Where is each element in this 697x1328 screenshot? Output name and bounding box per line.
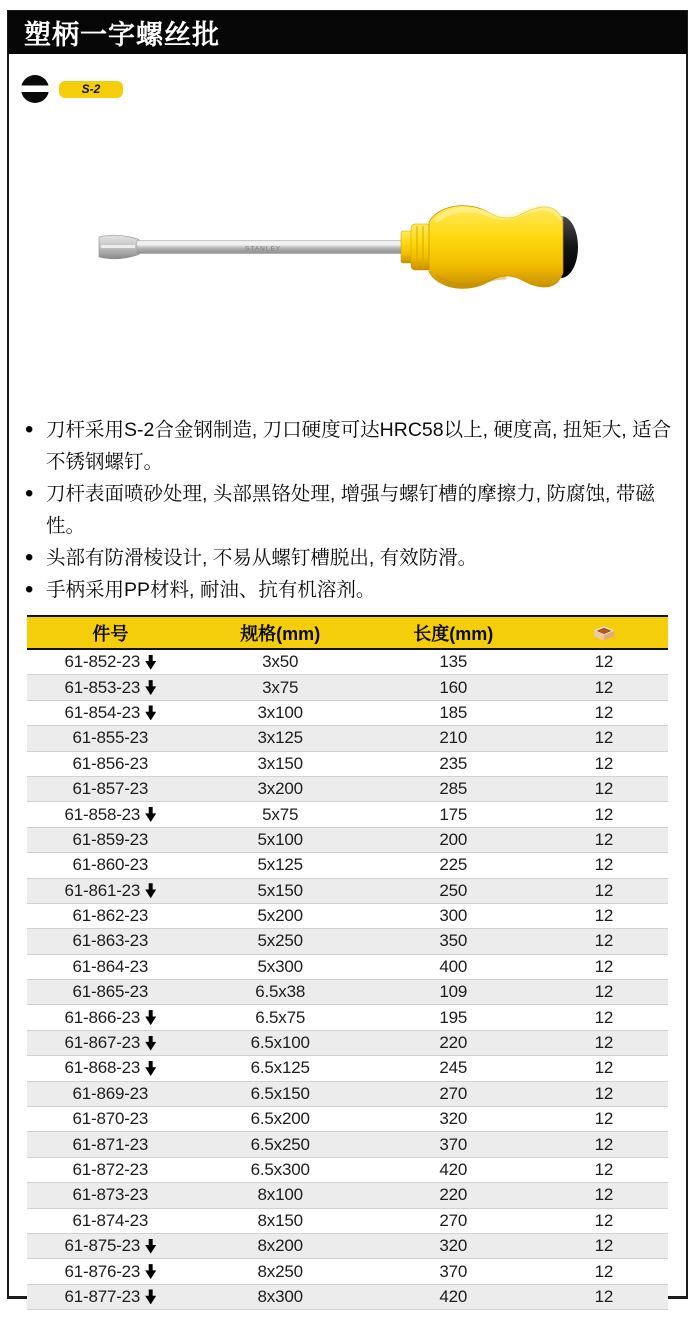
length-cell: 195 (439, 1007, 468, 1027)
down-arrow-icon (145, 705, 156, 720)
pack-qty-cell: 12 (594, 1083, 614, 1103)
table-row (27, 1285, 668, 1310)
part-number-cell: 61-872-23 (72, 1160, 149, 1179)
length-cell: 109 (439, 982, 468, 1002)
spec-cell: 5x250 (257, 931, 303, 951)
length-cell: 220 (439, 1185, 468, 1205)
length-cell: 350 (439, 931, 468, 951)
down-arrow-icon (145, 1010, 156, 1025)
spec-cell: 6.5x100 (250, 1033, 310, 1053)
table-row (27, 828, 668, 853)
length-cell: 420 (439, 1160, 468, 1179)
pack-qty-cell: 12 (594, 1134, 614, 1154)
length-cell: 420 (439, 1286, 468, 1306)
product-sheet (7, 10, 688, 1306)
down-arrow-icon (145, 1264, 156, 1279)
length-cell: 320 (439, 1236, 468, 1256)
spec-cell: 3x75 (262, 677, 299, 697)
part-number-cell: 61-857-23 (72, 779, 149, 799)
part-number-cell: 61-855-23 (72, 728, 149, 748)
length-cell: 175 (439, 804, 468, 824)
part-number-cell: 61-860-23 (72, 855, 149, 875)
pack-qty-cell: 12 (594, 956, 614, 976)
down-arrow-icon (145, 883, 156, 898)
pack-qty-cell: 12 (594, 1007, 614, 1027)
down-arrow-icon (145, 655, 156, 670)
table-row (27, 1082, 668, 1107)
page-title: 塑柄一字螺丝批 (24, 20, 220, 50)
table-row (27, 1031, 668, 1056)
part-number-cell: 61-853-23 (27, 678, 194, 698)
table-row (27, 929, 668, 954)
spec-cell: 5x300 (257, 956, 303, 976)
spec-cell: 8x300 (257, 1286, 303, 1306)
pack-qty-cell: 12 (594, 728, 614, 748)
spec-cell: 3x100 (257, 702, 303, 722)
length-cell: 245 (439, 1058, 468, 1078)
length-cell: 235 (439, 753, 468, 773)
steel-grade-badge: S-2 (59, 81, 123, 98)
pack-qty-cell: 12 (594, 1261, 614, 1281)
down-arrow-icon (145, 1036, 156, 1051)
length-cell: 160 (439, 677, 468, 697)
pack-qty-cell: 12 (594, 906, 614, 926)
pack-qty-cell: 12 (594, 829, 614, 849)
feature-list (25, 414, 672, 606)
down-arrow-icon (145, 1239, 156, 1254)
down-arrow-icon (145, 1289, 156, 1304)
length-cell: 370 (439, 1134, 468, 1154)
feature-bullet-item: • 头部有防滑棱设计, 不易从螺钉槽脱出, 有效防滑。 (25, 542, 672, 574)
part-number-cell: 61-863-23 (72, 931, 149, 951)
spec-cell: 6.5x75 (255, 1007, 306, 1027)
table-row (27, 853, 668, 878)
part-number-cell: 61-869-23 (72, 1083, 149, 1103)
pack-qty-cell: 12 (594, 677, 614, 697)
pack-qty-cell: 12 (594, 880, 614, 900)
pack-qty-cell: 12 (594, 1109, 614, 1129)
feature-bullet-item: • 刀杆采用S-2合金钢制造, 刀口硬度可达HRC58以上, 硬度高, 扭矩大, 适合不锈钢螺钉。 (25, 414, 672, 478)
table-row (27, 752, 668, 777)
pack-qty-cell: 12 (594, 1033, 614, 1053)
length-cell: 270 (439, 1083, 468, 1103)
spec-cell: 5x125 (257, 855, 303, 875)
pack-qty-cell: 12 (594, 1286, 614, 1306)
down-arrow-icon (145, 807, 156, 822)
part-number-cell: 61-859-23 (72, 829, 149, 849)
table-row (27, 1005, 668, 1030)
spec-header: 规格(mm) (240, 623, 321, 644)
part-number-cell: 61-858-23 (27, 805, 194, 825)
table-row (27, 904, 668, 929)
table-row (27, 1234, 668, 1259)
length-cell: 220 (439, 1033, 468, 1053)
pack-qty-cell: 12 (594, 779, 614, 799)
down-arrow-icon (145, 1061, 156, 1076)
pack-qty-cell: 12 (594, 1058, 614, 1078)
pack-qty-cell: 12 (594, 931, 614, 951)
spec-cell: 3x150 (257, 753, 303, 773)
pack-qty-cell: 12 (594, 1160, 614, 1179)
spec-cell: 6.5x250 (250, 1134, 310, 1154)
table-row (27, 955, 668, 980)
table-row (27, 1158, 668, 1183)
pack-qty-cell: 12 (594, 1185, 614, 1205)
pack-qty-cell: 12 (594, 804, 614, 824)
spec-cell: 5x150 (257, 880, 303, 900)
tip-type-row (20, 74, 686, 104)
part-number-cell: 61-864-23 (72, 956, 149, 976)
part-number-cell: 61-861-23 (27, 881, 194, 901)
pack-qty-cell: 12 (594, 982, 614, 1002)
table-row (27, 777, 668, 802)
length-cell: 285 (439, 779, 468, 799)
part-number-cell: 61-871-23 (72, 1134, 149, 1154)
spec-cell: 5x100 (257, 829, 303, 849)
length-cell: 250 (439, 880, 468, 900)
spec-cell: 8x100 (257, 1185, 303, 1205)
spec-cell: 8x200 (257, 1236, 303, 1256)
spec-cell: 6.5x150 (250, 1083, 310, 1103)
table-row (27, 1183, 668, 1208)
table-row (27, 726, 668, 751)
spec-cell: 3x125 (257, 728, 303, 748)
down-arrow-icon (145, 680, 156, 695)
page-header (8, 11, 687, 54)
length-cell: 210 (439, 728, 468, 748)
part-number-cell: 61-873-23 (72, 1185, 149, 1205)
pack-qty-cell: 12 (594, 1210, 614, 1230)
table-row (27, 1056, 668, 1081)
part-number-cell: 61-875-23 (27, 1236, 194, 1256)
table-row (27, 879, 668, 904)
part-number-cell: 61-877-23 (27, 1287, 194, 1307)
part-number-cell: 61-866-23 (27, 1008, 194, 1028)
length-cell: 300 (439, 906, 468, 926)
length-cell: 135 (439, 652, 468, 672)
part-number-cell: 61-856-23 (72, 753, 149, 773)
spec-cell: 6.5x125 (250, 1058, 310, 1078)
spec-cell: 6.5x300 (250, 1160, 310, 1179)
spec-cell: 8x250 (257, 1261, 303, 1281)
spec-cell: 8x150 (257, 1210, 303, 1230)
part-number-cell: 61-862-23 (72, 906, 149, 926)
pack-qty-cell: 12 (594, 753, 614, 773)
length-header: 长度(mm) (413, 623, 494, 644)
part-number-cell: 61-865-23 (72, 982, 149, 1002)
length-cell: 200 (439, 829, 468, 849)
part-number-cell: 61-854-23 (27, 703, 194, 723)
spec-cell: 3x200 (257, 779, 303, 799)
feature-bullet-item: • 刀杆表面喷砂处理, 头部黑铬处理, 增强与螺钉槽的摩擦力, 防腐蚀, 带磁性。 (25, 478, 672, 542)
carton-box-icon (592, 623, 616, 642)
spec-table-body (27, 650, 668, 1310)
table-row (27, 675, 668, 700)
part-number-cell: 61-876-23 (27, 1262, 194, 1282)
shaft-brand-text: STANLEY (245, 245, 282, 253)
part-number-cell: 61-868-23 (27, 1058, 194, 1078)
table-row (27, 980, 668, 1005)
table-row (27, 1132, 668, 1157)
product-photo (95, 196, 686, 300)
part-number-cell: 61-852-23 (27, 652, 194, 672)
length-cell: 185 (439, 702, 468, 722)
pack-qty-cell: 12 (594, 1236, 614, 1256)
feature-bullet-item: • 手柄采用PP材料, 耐油、抗有机溶剂。 (25, 574, 672, 606)
spec-table-header (27, 617, 668, 650)
spec-cell: 5x75 (262, 804, 299, 824)
length-cell: 320 (439, 1109, 468, 1129)
table-row (27, 1259, 668, 1284)
part-number-cell: 61-867-23 (27, 1033, 194, 1053)
length-cell: 270 (439, 1210, 468, 1230)
table-row (27, 802, 668, 827)
pack-qty-cell: 12 (594, 702, 614, 722)
spec-table (27, 615, 668, 1310)
pack-qty-cell: 12 (594, 652, 614, 672)
table-row (27, 701, 668, 726)
spec-cell: 3x50 (262, 652, 299, 672)
screwdriver-image (95, 196, 580, 300)
spec-cell: 6.5x38 (255, 982, 306, 1002)
table-row (27, 1107, 668, 1132)
part-number-cell: 61-870-23 (72, 1109, 149, 1129)
part-number-cell: 61-874-23 (72, 1210, 149, 1230)
slotted-tip-icon (20, 74, 50, 104)
length-cell: 370 (439, 1261, 468, 1281)
part-number-header: 件号 (92, 623, 129, 644)
pack-qty-cell: 12 (594, 855, 614, 875)
pack-qty-header (540, 623, 668, 642)
length-cell: 225 (439, 855, 468, 875)
length-cell: 400 (439, 956, 468, 976)
table-row (27, 650, 668, 675)
spec-cell: 5x200 (257, 906, 303, 926)
spec-cell: 6.5x200 (250, 1109, 310, 1129)
table-row (27, 1209, 668, 1234)
